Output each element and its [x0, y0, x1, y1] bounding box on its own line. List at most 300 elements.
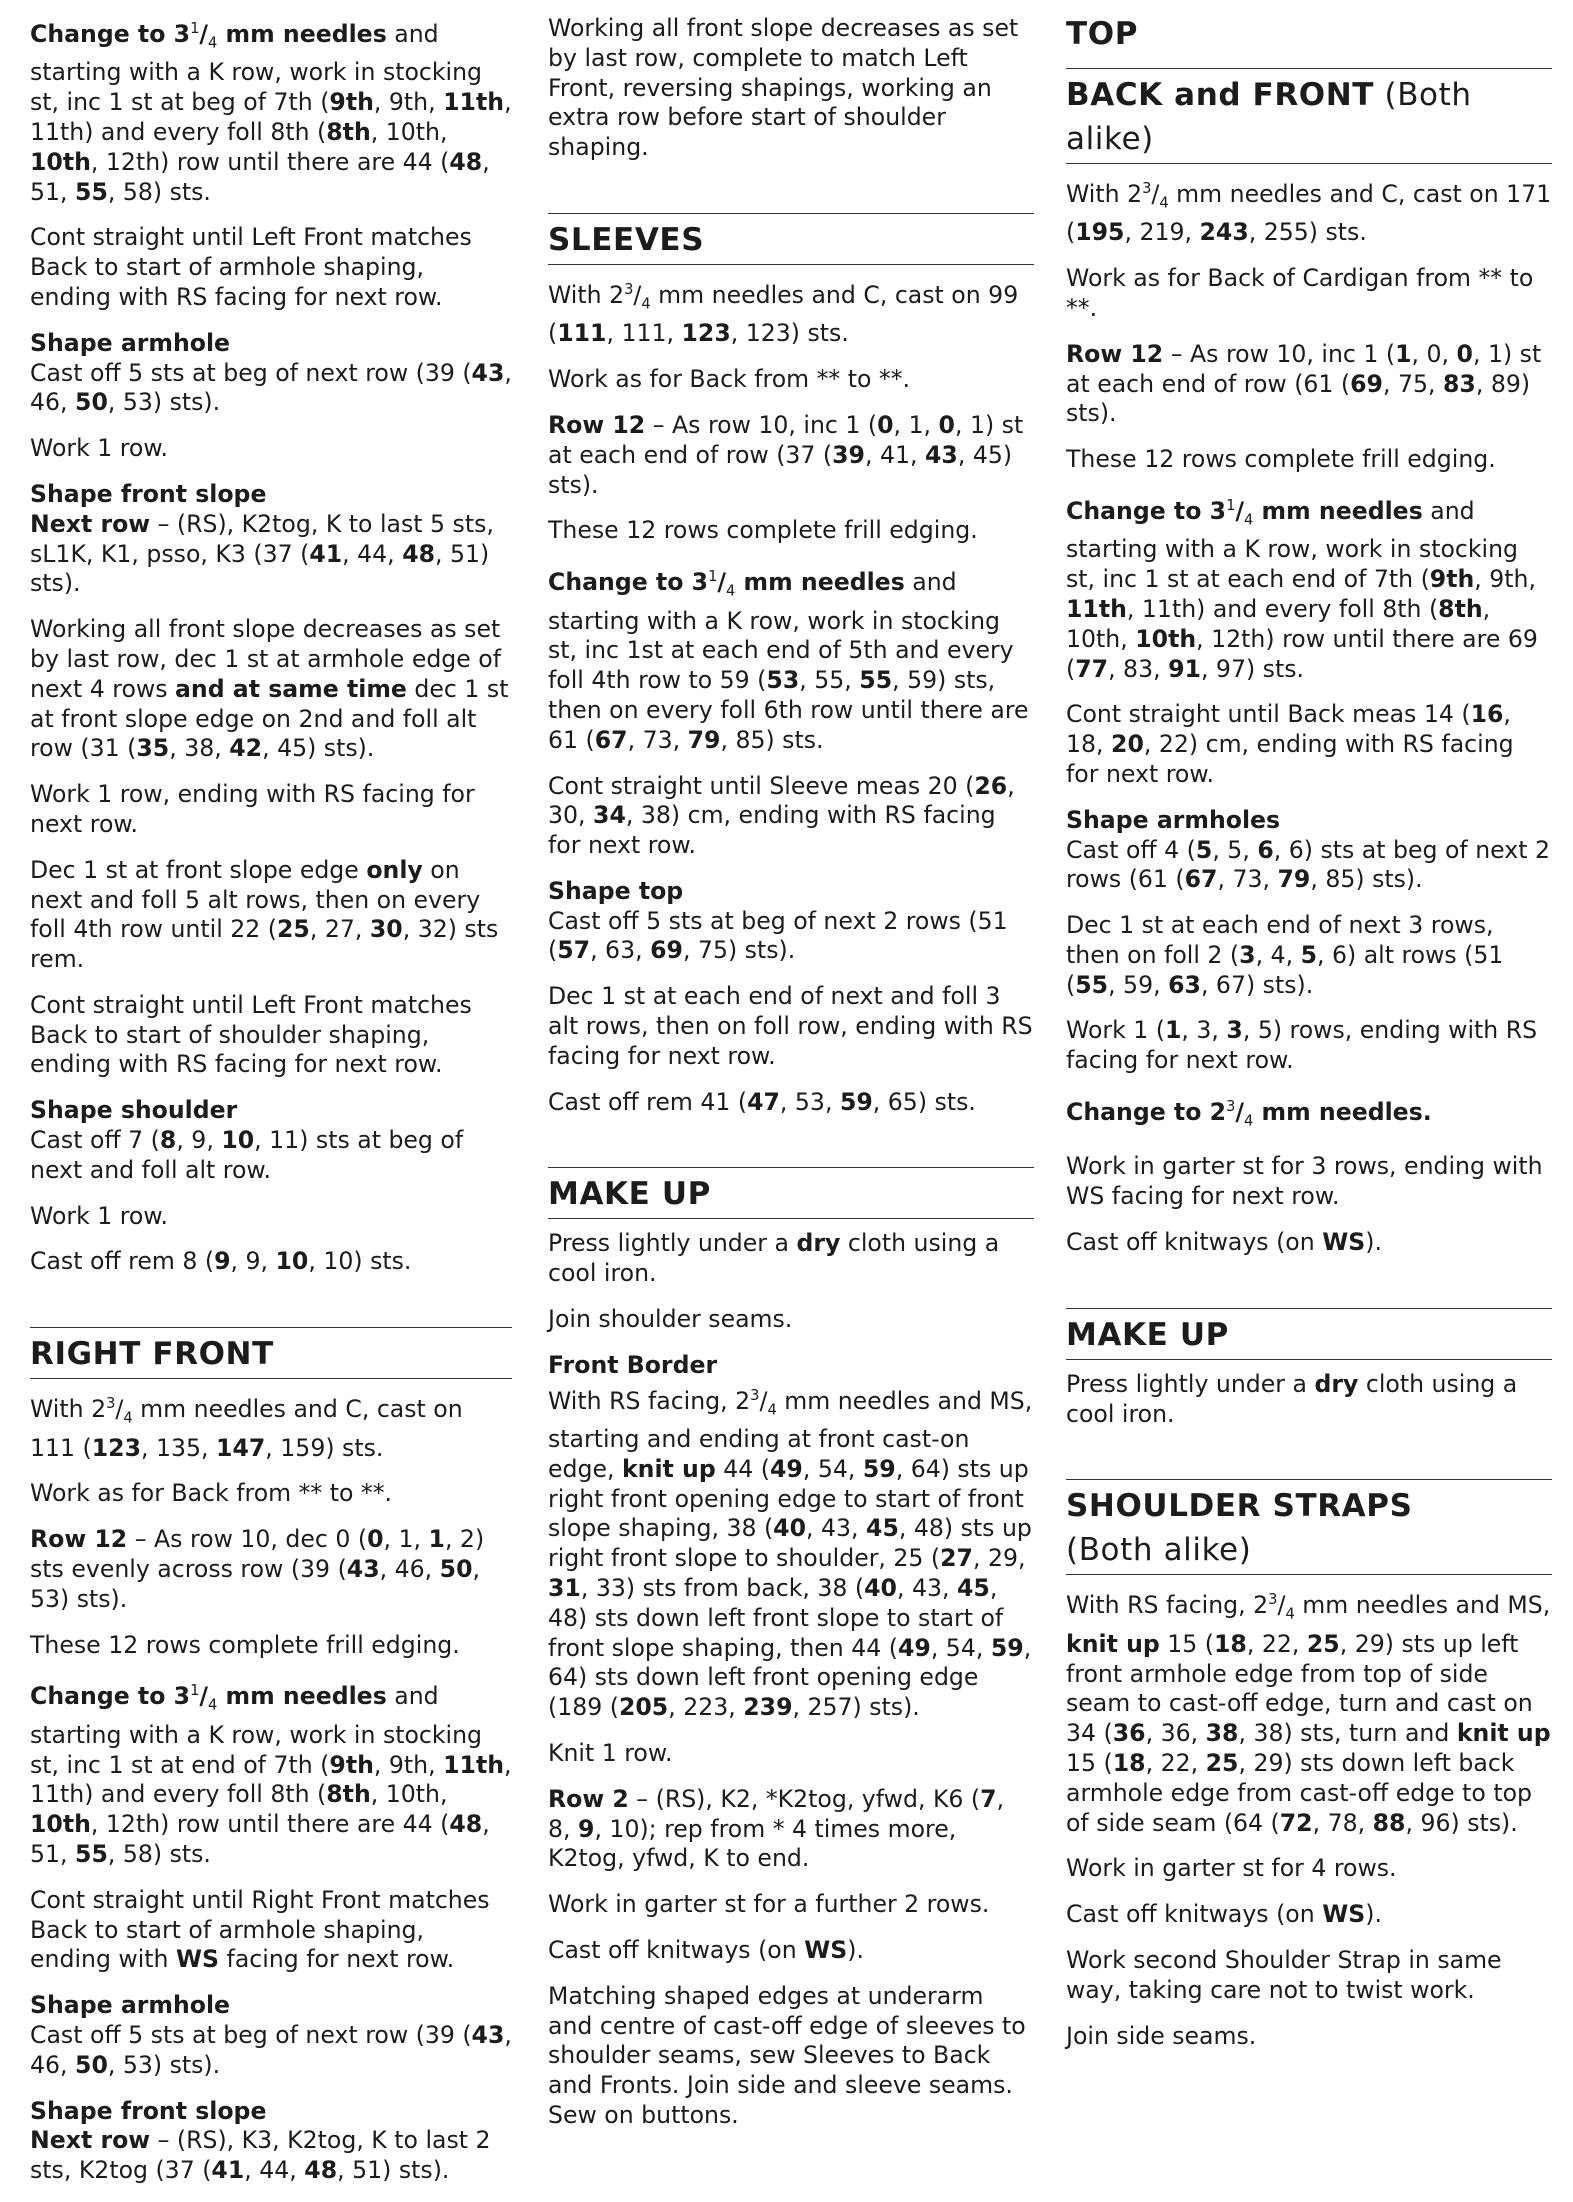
- fraction-denominator: 4: [726, 582, 736, 600]
- text-run: , 53,: [779, 1087, 840, 1116]
- heading-line: [1066, 1315, 1552, 1359]
- text-run: , 46,: [30, 2020, 512, 2079]
- text-run: Work in garter st for 3 rows, ending with WS facing for next row.: [1066, 1152, 1543, 1211]
- bold-text: 11th: [1066, 594, 1127, 623]
- bold-text: 42: [229, 734, 263, 763]
- text-run: Working all front slope decreases as set by last row, complete to match Left Front, reversing shapings, working an extra row before start of shoulder shaping.: [548, 14, 1019, 162]
- text-run: , 54,: [930, 1633, 991, 1662]
- bold-text: 147: [216, 1433, 266, 1462]
- fraction-numerator: 3: [1268, 1591, 1278, 1609]
- text-run: , 53) sts).: [107, 388, 221, 417]
- bold-text: 83: [1443, 369, 1476, 398]
- heading-text: MAKE UP: [548, 1176, 711, 1213]
- text-run: mm needles and MS, starting and ending at front cast-on edge,: [548, 1386, 1033, 1483]
- text-run: Cast off knitways (on: [1066, 1228, 1323, 1257]
- text-run: – As row 10, dec 0 (: [127, 1525, 368, 1554]
- bold-text: knit up: [1456, 1719, 1551, 1748]
- text-run: With RS facing, 2: [1066, 1591, 1269, 1620]
- bold-text: /: [1235, 1097, 1244, 1126]
- text-run: , 48) sts down left front slope to start of front slope shaping, then 44 (: [548, 1574, 1004, 1662]
- bold-text: 50: [75, 388, 108, 417]
- heading-underline: [1066, 1574, 1552, 1575]
- text-run: , 9th,: [1474, 565, 1537, 594]
- text-run: , 53) sts).: [107, 2050, 221, 2079]
- bold-text: Next row: [30, 509, 151, 538]
- text-run: , 135,: [141, 1433, 217, 1462]
- text-run: , 11) sts at beg of next and foll alt row.: [30, 1126, 464, 1184]
- text-run: Work second Shoulder Strap in same way, taking care not to twist work.: [1066, 1945, 1502, 2004]
- bold-text: WS: [1322, 1228, 1366, 1257]
- section-gap: [1066, 1445, 1552, 1479]
- instruction-paragraph: [548, 1305, 1034, 1335]
- text-run: , 48) sts up right front slope to shoulder, 25 (: [548, 1514, 1032, 1573]
- bold-text: 43: [471, 2020, 505, 2049]
- instruction-paragraph: [30, 1525, 512, 1614]
- text-run: mm needles and C, cast on 171 (: [1066, 179, 1552, 247]
- text-run: ).: [847, 1935, 864, 1964]
- fraction-denominator: 4: [641, 295, 651, 313]
- bold-text: 123: [681, 319, 731, 348]
- text-run: , 64) sts down left front opening edge (189 (: [548, 1633, 1032, 1722]
- heading-underline: [548, 1218, 1034, 1219]
- text-run: facing for next row.: [219, 1945, 455, 1974]
- heading-text: (Both alike): [1066, 1532, 1252, 1569]
- bold-text: 48: [449, 1810, 483, 1839]
- fraction-numerator: 3: [624, 280, 634, 298]
- bold-text: Change to 2: [1066, 1097, 1227, 1126]
- bold-text: 88: [1372, 1808, 1406, 1837]
- text-run: Cast off rem 41 (: [548, 1087, 748, 1116]
- text-run: – As row 10, inc 1 (: [1163, 339, 1396, 368]
- bold-text: 8th: [326, 1780, 371, 1809]
- bold-text: 243: [1199, 218, 1249, 247]
- text-run: Work as for Back from ** to **.: [30, 1479, 392, 1508]
- text-run: Cast off rem 8 (: [30, 1247, 215, 1276]
- bold-text: 35: [136, 734, 170, 763]
- fraction-denominator: 4: [123, 1409, 133, 1427]
- bold-text: 25: [1306, 1629, 1340, 1658]
- text-run: , 51,: [30, 1810, 490, 1868]
- column-2: [548, 14, 1034, 2147]
- bold-text: 11th: [443, 1750, 505, 1779]
- text-run: , 97) sts.: [1200, 654, 1304, 683]
- instruction-paragraph: [548, 562, 1034, 755]
- heading-rule: [1066, 1308, 1552, 1309]
- instruction-paragraph: [30, 1247, 512, 1277]
- text-run: , 36,: [1145, 1719, 1206, 1748]
- bold-text: 27: [940, 1544, 973, 1573]
- bold-text: 3: [1239, 940, 1256, 969]
- bold-text: 34: [593, 801, 626, 830]
- bold-text: mm needles: [217, 19, 387, 48]
- text-run: Work 1 (: [1066, 1016, 1165, 1045]
- fraction-numerator: 1: [708, 568, 718, 586]
- bold-text: 30: [369, 915, 403, 944]
- text-run: , 22) cm, ending with RS facing for next row.: [1066, 730, 1514, 788]
- subheading: Shape front slope: [30, 479, 267, 508]
- text-run: Cast off 5 sts at beg of next row (39 (: [30, 2020, 472, 2049]
- text-run: and starting with a K row, work in stocking st, inc 1st at each end of 5th and every foll 4th row to 59 (: [548, 568, 1014, 695]
- bold-text: 67: [1184, 865, 1218, 894]
- bold-text: 9th: [329, 88, 374, 117]
- instruction-paragraph: [1066, 806, 1552, 895]
- instruction-paragraph: [1066, 2022, 1552, 2052]
- text-run: , 10) sts.: [308, 1247, 412, 1276]
- text-run: , 67) sts).: [1200, 970, 1314, 999]
- bold-text: 10th: [30, 147, 91, 176]
- bold-text: 38: [1205, 1719, 1239, 1748]
- text-run: , 9,: [176, 1126, 222, 1155]
- instruction-paragraph: [30, 1479, 512, 1509]
- subheading: Shape armholes: [1066, 805, 1281, 834]
- bold-text: 11th: [443, 88, 505, 117]
- instruction-paragraph: [1066, 1585, 1552, 1838]
- bold-text: knit up: [621, 1454, 716, 1483]
- heading-line: [1066, 75, 1552, 119]
- text-run: , 51) sts).: [30, 539, 490, 598]
- bold-text: 55: [75, 177, 108, 206]
- instruction-paragraph: [1066, 700, 1552, 789]
- text-run: , 65) sts.: [872, 1087, 976, 1116]
- instruction-paragraph: [548, 1229, 1034, 1289]
- bold-text: mm needles: [1253, 496, 1423, 525]
- text-run: , 54,: [802, 1454, 863, 1483]
- text-run: , 96) sts).: [1405, 1808, 1518, 1837]
- instruction-paragraph: [30, 1389, 512, 1463]
- bold-text: 8th: [1438, 594, 1483, 623]
- bold-text: 69: [650, 936, 683, 965]
- bold-text: Change to 3: [30, 19, 191, 48]
- text-run: Cast off knitways (on: [1066, 1900, 1323, 1929]
- text-run: , 2) sts evenly across row (39 (: [30, 1525, 485, 1584]
- bold-text: 49: [897, 1633, 931, 1662]
- text-run: , 38) sts, turn and: [1238, 1719, 1457, 1748]
- bold-text: 43: [925, 440, 958, 469]
- instruction-paragraph: [548, 1739, 1034, 1769]
- section-gap: [548, 179, 1034, 213]
- text-run: , 85) sts).: [1310, 865, 1423, 894]
- bold-text: 8th: [326, 117, 371, 146]
- text-run: Cont straight until Right Front matches Back to start of armhole shaping, ending with: [30, 1885, 490, 1974]
- text-run: , 9th,: [373, 88, 444, 117]
- text-run: – (RS), K3, K2tog, K to last 2 sts, K2tog (37 (: [30, 2126, 491, 2185]
- bold-text: only: [366, 855, 423, 884]
- text-run: , 0,: [1411, 339, 1457, 368]
- heading-underline: [548, 264, 1034, 265]
- bold-text: dry: [796, 1229, 841, 1258]
- heading-rule: [30, 1327, 512, 1328]
- bold-text: 49: [769, 1454, 803, 1483]
- bold-text: /: [199, 19, 208, 48]
- text-run: , 85) sts.: [720, 725, 824, 754]
- bold-text: 77: [1075, 654, 1109, 683]
- text-run: mm needles and MS,: [1294, 1591, 1551, 1620]
- fraction-denominator: 4: [208, 1697, 218, 1714]
- text-run: Cont straight until Back meas 14 (: [1066, 700, 1471, 729]
- text-run: , 29) sts up left front armhole edge from top of side seam to cast-off edge, turn and cast on 34 (: [1066, 1629, 1533, 1748]
- text-run: , 22,: [1145, 1749, 1206, 1777]
- heading-rule: [548, 213, 1034, 214]
- heading-line: [1066, 119, 1552, 163]
- instruction-paragraph: [30, 856, 512, 975]
- bold-text: 47: [747, 1087, 780, 1116]
- bold-text: 195: [1075, 218, 1125, 247]
- text-run: , 51,: [30, 147, 490, 206]
- bold-text: 48: [402, 539, 436, 568]
- text-run: /: [115, 1395, 124, 1424]
- text-run: , 73,: [627, 725, 688, 754]
- bold-text: 239: [743, 1693, 793, 1722]
- fraction-denominator: 4: [1244, 1112, 1254, 1130]
- fraction-denominator: 4: [1244, 511, 1254, 529]
- text-run: Working all front slope decreases as set by last row, dec 1 st at armhole edge of next 4 rows: [30, 615, 502, 703]
- text-run: /: [1151, 179, 1160, 208]
- text-run: These 12 rows complete frill edging.: [1066, 445, 1496, 474]
- heading-line: [1066, 1486, 1552, 1530]
- text-run: With RS facing, 2: [548, 1386, 751, 1415]
- text-run: , 5,: [1212, 835, 1258, 864]
- bold-text: 91: [1168, 654, 1201, 683]
- text-run: These 12 rows complete frill edging.: [30, 1630, 460, 1659]
- bold-text: 67: [594, 725, 628, 754]
- text-run: – (RS), K2, *K2tog, yfwd, K6 (: [628, 1784, 981, 1813]
- bold-text: 63: [1168, 970, 1201, 999]
- section-heading: [548, 1167, 1034, 1219]
- bold-text: 7: [980, 1784, 997, 1813]
- instruction-paragraph: [548, 1936, 1034, 1966]
- text-run: , 1,: [893, 410, 939, 439]
- instruction-paragraph: [1066, 1900, 1552, 1930]
- bold-text: 10: [221, 1126, 255, 1155]
- bold-text: Change to 3: [30, 1682, 191, 1711]
- bold-text: 50: [75, 2050, 108, 2079]
- bold-text: 10: [275, 1247, 309, 1276]
- text-run: , 89) sts).: [1066, 369, 1531, 428]
- text-run: , 11th) and every foll 8th (: [30, 1750, 512, 1809]
- fraction-numerator: 1: [190, 1682, 200, 1700]
- text-run: Press lightly under a: [548, 1229, 797, 1258]
- text-run: /: [759, 1386, 768, 1415]
- text-run: – (RS), K2tog, K to last 5 sts, sL1K, K1, psso, K3 (37 (: [30, 509, 494, 568]
- bold-text: Change to 3: [548, 568, 709, 596]
- heading-text: (Both: [1374, 77, 1472, 113]
- bold-text: Row 2: [548, 1784, 629, 1813]
- instruction-paragraph: [30, 1676, 512, 1869]
- text-run: Work 1 row.: [30, 434, 169, 463]
- heading-underline: [1066, 1359, 1552, 1360]
- bold-text: 6: [1257, 835, 1274, 864]
- text-run: , 22,: [1246, 1629, 1307, 1658]
- bold-text: and at same time: [174, 674, 407, 703]
- bold-text: 59: [990, 1633, 1024, 1662]
- text-run: , 8,: [548, 1784, 1005, 1843]
- text-run: , 255) sts.: [1248, 218, 1367, 247]
- text-run: Join shoulder seams.: [548, 1305, 793, 1334]
- fraction-numerator: 1: [190, 20, 200, 37]
- instruction-paragraph: [1066, 1370, 1552, 1430]
- instruction-paragraph: [30, 329, 512, 418]
- bold-text: 9: [578, 1814, 595, 1843]
- bold-text: Next row: [30, 2126, 151, 2155]
- text-run: 44 (: [715, 1454, 770, 1483]
- text-run: , 257) sts).: [792, 1693, 920, 1722]
- section-heading: [1066, 14, 1552, 58]
- bold-text: 57: [557, 936, 591, 965]
- bold-text: 20: [1111, 730, 1144, 759]
- text-run: , 219,: [1124, 218, 1200, 247]
- text-run: , 46,: [379, 1555, 440, 1584]
- bold-text: WS: [804, 1935, 848, 1964]
- heading-line: [548, 1174, 1034, 1218]
- bold-text: 205: [618, 1693, 669, 1722]
- text-run: , 33) sts from back, 38 (: [580, 1574, 865, 1603]
- instruction-paragraph: [548, 772, 1034, 861]
- heading-rule: [1066, 68, 1552, 69]
- text-run: , 29) sts down left back armhole edge from cast-off edge to top of side seam (64 (: [1066, 1749, 1533, 1837]
- bold-text: 25: [276, 915, 310, 944]
- heading-rule: [548, 1167, 1034, 1168]
- bold-text: 5: [1300, 940, 1317, 969]
- heading-text: SHOULDER STRAPS: [1066, 1488, 1413, 1525]
- bold-text: 123: [91, 1433, 141, 1462]
- subheading: Shape armhole: [30, 1991, 231, 2020]
- text-run: Cast off 4 (: [1066, 835, 1196, 864]
- text-run: , 12th) row until there are 44 (: [90, 1810, 450, 1839]
- text-run: , 83,: [1108, 654, 1169, 683]
- bold-text: 48: [449, 147, 483, 176]
- bold-text: WS: [1322, 1900, 1366, 1929]
- bold-text: 16: [1470, 700, 1504, 729]
- heading-line: [1066, 1530, 1552, 1574]
- text-run: Work as for Back from ** to **.: [548, 365, 910, 394]
- bold-text: 45: [956, 1574, 990, 1603]
- text-run: , 59,: [1108, 970, 1169, 999]
- bold-text: 40: [864, 1574, 897, 1603]
- instruction-paragraph: [30, 1631, 512, 1661]
- instruction-paragraph: [30, 2097, 512, 2186]
- bold-text: 69: [1350, 369, 1383, 398]
- instruction-paragraph: [30, 480, 512, 599]
- text-run: , 38) cm, ending with RS facing for next row.: [548, 801, 996, 860]
- text-run: Cast off knitways (on: [548, 1935, 805, 1964]
- text-run: , 44,: [342, 539, 403, 568]
- fraction-numerator: 3: [1142, 180, 1152, 197]
- instruction-paragraph: [548, 1785, 1034, 1874]
- heading-line: [548, 220, 1034, 264]
- subheading: Shape armhole: [30, 328, 231, 357]
- text-run: Join side seams.: [1066, 2021, 1257, 2050]
- text-run: 15 (: [1159, 1629, 1214, 1658]
- text-run: , 46,: [30, 358, 512, 417]
- fraction-numerator: 3: [106, 1395, 116, 1413]
- text-run: , 1,: [383, 1525, 429, 1554]
- fraction-numerator: 1: [1226, 496, 1236, 514]
- heading-text: SLEEVES: [548, 221, 705, 258]
- instruction-paragraph: [30, 1991, 512, 2080]
- text-run: , 111,: [606, 319, 682, 348]
- bold-text: Row 12: [30, 1525, 128, 1554]
- text-run: , 78,: [1312, 1808, 1373, 1837]
- text-run: , 64) sts up right front opening edge to start of front slope shaping, 38 (: [548, 1454, 1029, 1543]
- instruction-paragraph: [1066, 1152, 1552, 1212]
- heading-rule: [1066, 1479, 1552, 1480]
- text-run: Work 1 row, ending with RS facing for next row.: [30, 780, 475, 838]
- text-run: , 29,: [972, 1544, 1026, 1573]
- text-run: , 5) rows, ending with RS facing for next row.: [1066, 1016, 1538, 1075]
- heading-text: MAKE UP: [1066, 1316, 1229, 1353]
- bold-text: 41: [309, 539, 343, 568]
- text-run: Cast off 5 sts at beg of next 2 rows (51 (: [548, 906, 1008, 965]
- text-run: , 73,: [1217, 865, 1278, 894]
- bold-text: 0: [938, 410, 955, 439]
- text-run: , 6) alt rows (51 (: [1066, 940, 1504, 999]
- bold-text: 18: [1214, 1629, 1247, 1658]
- subheading: Shape shoulder: [30, 1096, 238, 1125]
- instruction-paragraph: [548, 275, 1034, 349]
- text-run: Press lightly under a: [1066, 1369, 1315, 1398]
- text-run: , 9th,: [373, 1750, 444, 1779]
- bold-text: WS: [176, 1945, 220, 1974]
- text-run: Dec 1 st at each end of next 3 rows, then on foll 2 (: [1066, 911, 1494, 969]
- text-run: , 75) sts).: [682, 936, 796, 965]
- instruction-paragraph: [30, 615, 512, 764]
- text-run: , 63,: [590, 936, 651, 965]
- column-3: [1066, 14, 1552, 2067]
- bold-text: Change to 3: [1066, 496, 1227, 525]
- fraction-numerator: 3: [750, 1386, 760, 1404]
- instruction-paragraph: [1066, 340, 1552, 429]
- section-heading: [1066, 68, 1552, 164]
- fraction-denominator: 4: [1159, 194, 1169, 212]
- instruction-paragraph: [30, 1096, 512, 1185]
- section-heading: [30, 1327, 512, 1379]
- text-run: With 2: [1066, 179, 1143, 208]
- section-gap: [548, 1133, 1034, 1167]
- instruction-paragraph: [548, 14, 1034, 163]
- bold-text: 55: [75, 1839, 108, 1868]
- text-run: , 11th) and every foll 8th (: [1126, 594, 1439, 623]
- text-run: , 3,: [1181, 1016, 1227, 1045]
- bold-text: 3: [1226, 1016, 1243, 1045]
- subheading: Shape front slope: [30, 2096, 267, 2125]
- text-run: , 123) sts.: [730, 319, 849, 348]
- text-run: , 10th,: [370, 117, 448, 146]
- text-run: , 223,: [668, 1693, 744, 1722]
- text-run: 15 (: [1066, 1749, 1113, 1777]
- text-run: , 55,: [799, 666, 860, 695]
- instruction-paragraph: [548, 1890, 1034, 1920]
- bold-text: 79: [687, 725, 721, 754]
- text-run: , 53) sts).: [30, 1555, 480, 1613]
- text-run: , 4,: [1255, 940, 1301, 969]
- bold-text: 0: [367, 1525, 384, 1554]
- instruction-paragraph: [548, 516, 1034, 546]
- text-run: Cont straight until Left Front matches Back to start of armhole shaping, ending with RS facing for next row.: [30, 223, 472, 311]
- text-run: , 12th) row until there are 44 (: [90, 147, 450, 176]
- bold-text: /: [1235, 496, 1244, 525]
- text-run: , 44,: [244, 2156, 305, 2185]
- text-run: Knit 1 row.: [548, 1739, 673, 1767]
- instruction-paragraph: [1066, 1092, 1552, 1136]
- text-run: , 18,: [1066, 700, 1511, 759]
- heading-text: RIGHT FRONT: [30, 1336, 274, 1373]
- bold-text: 18: [1112, 1749, 1146, 1777]
- instruction-paragraph: [548, 411, 1034, 500]
- instruction-paragraph: [30, 1202, 512, 1232]
- bold-text: Row 12: [1066, 339, 1164, 368]
- text-run: Work in garter st for 4 rows.: [1066, 1854, 1397, 1883]
- heading-text: BACK and FRONT: [1066, 77, 1375, 113]
